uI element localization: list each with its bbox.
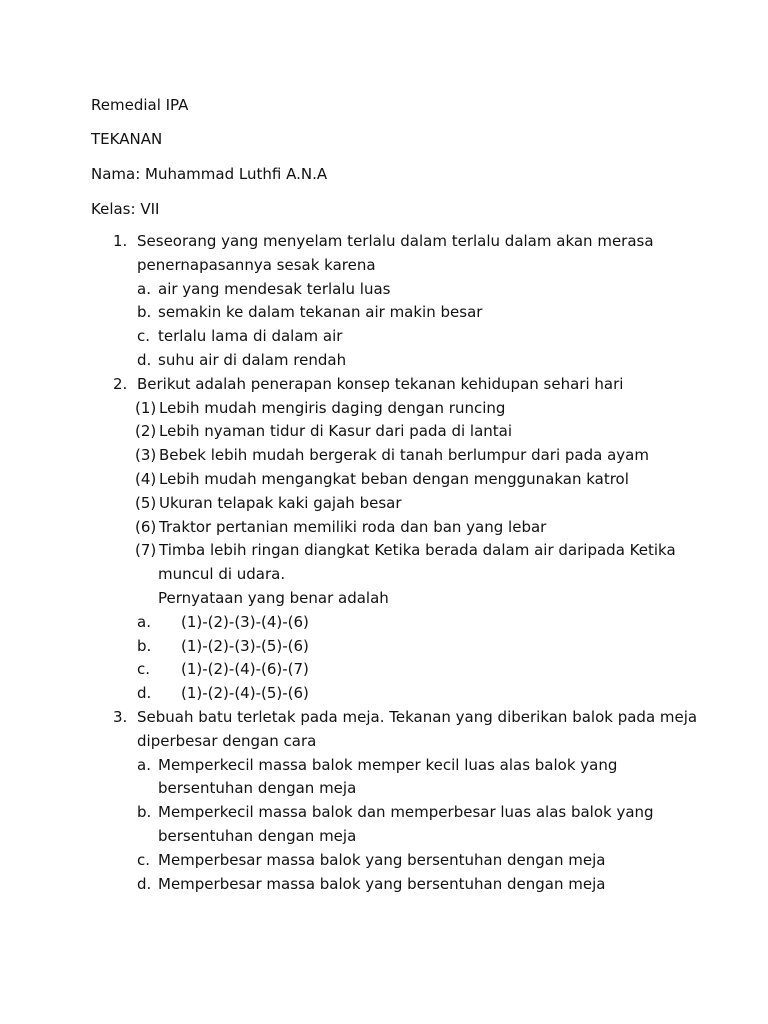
option-letter: b. [137,803,152,822]
option-letter: c. [137,660,151,679]
option-letter: a. [137,755,151,774]
statement-label: (1) [135,398,157,417]
question-text: Sebuah batu terletak pada meja. Tekanan yang diberikan balok pada meja [137,708,698,726]
option-text: terlalu lama di dalam air [158,327,343,346]
option-text: bersentuhan dengan meja [158,827,357,845]
subject-title: Remedial IPA [91,96,189,114]
question-number: 3. [113,708,128,726]
option-letter: d. [137,874,152,893]
question-text: penernapasannya sesak karena [137,255,376,274]
option-text: Memperkecil massa balok memper kecil luas alas balok yang [158,755,618,774]
option-text: (1)-(2)-(4)-(5)-(6) [181,684,309,703]
option-text: Memperkecil massa balok dan memperbesar luas alas balok yang [158,803,654,822]
statement-text: muncul di udara. [158,565,286,584]
statement-text: Timba lebih ringan diangkat Ketika berada dalam air daripada Ketika [159,541,676,560]
statement-label: (6) [135,517,157,536]
question-text: diperbesar dengan cara [137,731,317,750]
option-letter: d. [137,684,152,703]
question-text: Seseorang yang menyelam terlalu dalam terlalu dalam akan merasa [137,232,654,250]
statement-label: (4) [135,470,157,488]
option-text: (1)-(2)-(3)-(5)-(6) [181,636,309,655]
topic-title: TEKANAN [91,130,163,148]
option-letter: c. [137,850,151,869]
statement-label: (7) [135,541,157,560]
statement-text: Lebih mudah mengangkat beban dengan menggunakan katrol [159,470,629,488]
option-text: bersentuhan dengan meja [158,779,357,798]
question-number: 1. [113,232,128,250]
statement-text: Ukuran telapak kaki gajah besar [159,493,402,512]
option-text: semakin ke dalam tekanan air makin besar [158,303,483,322]
option-text: Memperbesar massa balok yang bersentuhan dengan meja [158,874,606,893]
option-text: (1)-(2)-(3)-(4)-(6) [181,612,309,631]
statement-label: (3) [135,446,157,465]
option-letter: a. [137,279,151,298]
option-letter: c. [137,327,151,346]
option-text: (1)-(2)-(4)-(6)-(7) [181,660,309,679]
option-text: suhu air di dalam rendah [158,351,347,369]
question-prompt: Pernyataan yang benar adalah [158,589,389,607]
student-class: Kelas: VII [91,200,160,218]
question-number: 2. [113,374,128,393]
option-letter: a. [137,612,151,631]
statement-text: Bebek lebih mudah bergerak di tanah berlumpur dari pada ayam [159,446,649,465]
option-text: air yang mendesak terlalu luas [158,279,391,298]
statement-text: Lebih mudah mengiris daging dengan runcing [159,398,506,417]
statement-text: Lebih nyaman tidur di Kasur dari pada di lantai [159,422,513,441]
statement-text: Traktor pertanian memiliki roda dan ban yang lebar [159,517,547,536]
question-text: Berikut adalah penerapan konsep tekanan kehidupan sehari hari [137,374,624,393]
statement-label: (2) [135,422,157,441]
statement-label: (5) [135,493,157,512]
student-name: Nama: Muhammad Luthfi A.N.A [91,165,328,183]
option-letter: b. [137,636,152,655]
option-letter: d. [137,351,152,369]
option-text: Memperbesar massa balok yang bersentuhan dengan meja [158,850,606,869]
option-letter: b. [137,303,152,322]
